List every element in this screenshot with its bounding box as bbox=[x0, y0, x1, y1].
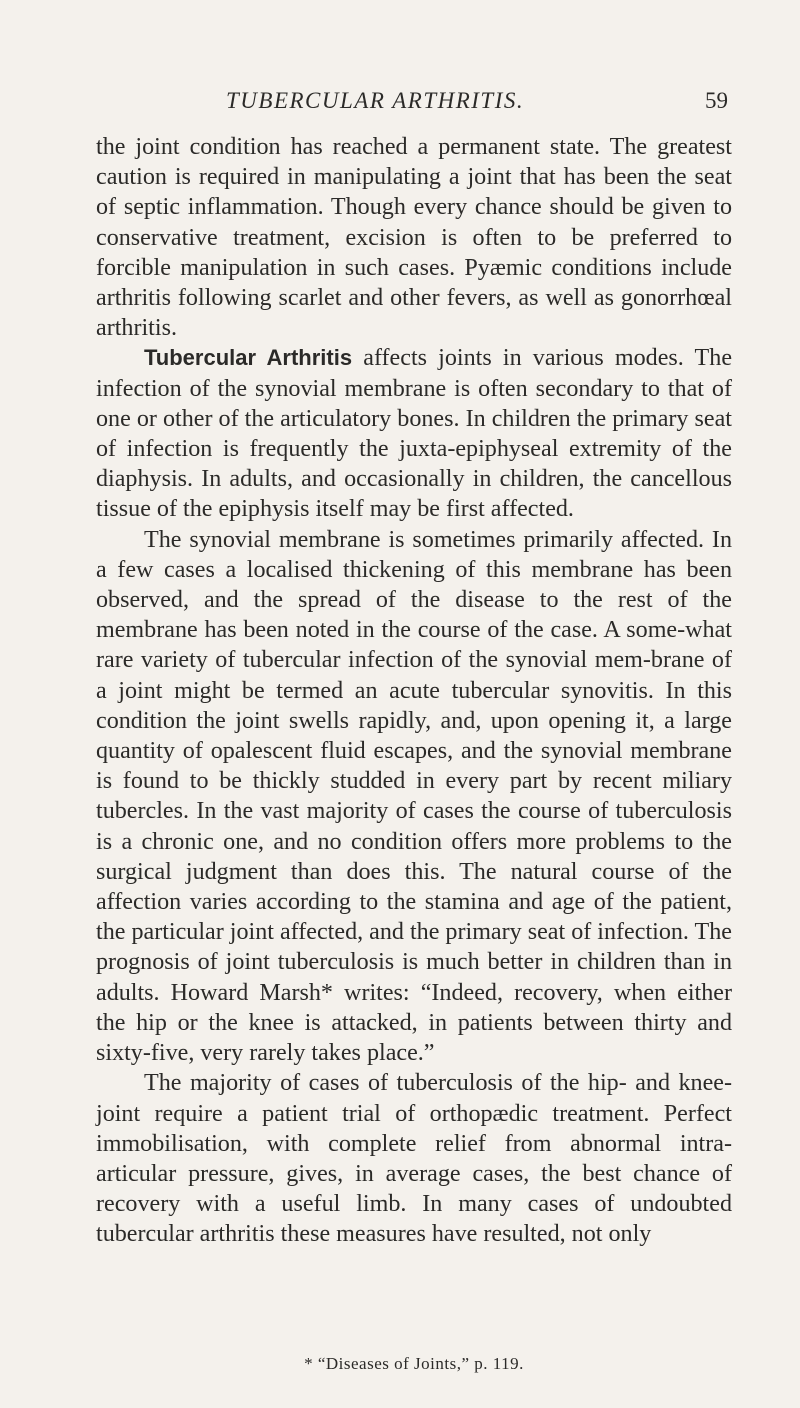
paragraph-synovial-membrane bbox=[96, 525, 732, 1069]
paragraph-treatment: The majority of cases of tuberculosis of the hip- and knee-joint require a patient trial of orthopædic treatment. Perfect immobilisation, with complete relief from abnormal intra-articular pressure, gives, in average cases, the best chance of recovery with a useful limb. In many cases of undoubted tubercular arthritis these measures have resulted, not only bbox=[96, 1070, 732, 1248]
paragraph-text: affects joints in various modes. The infection of the synovial membrane is often secondary to that of one or other of the articulatory bones. In children the primary seat of infection is frequently the juxta-epiphyseal extremity of the diaphysis. In adults, and occasionally in children, the cancellous tissue of the epiphysis itself may be first affected. bbox=[96, 345, 733, 523]
footnote-marker: * bbox=[320, 979, 333, 1006]
paragraph-tubercular-arthritis bbox=[96, 343, 732, 524]
paragraph-text: writes: “Indeed, recovery, when either the hip or the knee is attacked, in patients between thirty and sixty-five, very rarely takes place.” bbox=[96, 979, 732, 1067]
body-text bbox=[96, 132, 732, 1250]
section-term: Tubercular Arthritis bbox=[144, 345, 353, 371]
paragraph-septic-joints: the joint condition has reached a permanent state. The greatest caution is required in manipulating a joint that has been the seat of septic inflammation. Though every chance should be given to conservative treatment, excision is often to be preferred to forcible manipulation in such cases. Pyæmic conditions include arthritis following scarlet and other fevers, as well as gonorrhœal arthritis. bbox=[96, 134, 732, 342]
running-title: TUBERCULAR ARTHRITIS. bbox=[226, 88, 525, 113]
running-head bbox=[96, 88, 728, 118]
footnote: * “Diseases of Joints,” p. 119. bbox=[304, 1354, 524, 1373]
paragraph-text: The synovial membrane is sometimes primarily affected. In a few cases a localised thickening of this membrane has been observed, and the spread of the disease to the rest of the membrane has been noted in the course of the case. A some-what rare variety of tubercular infection of the synovial mem-brane of a joint might be termed an acute tubercular synovitis. In this condition the joint swells rapidly, and, upon opening it, a large quantity of opalescent fluid escapes, and the synovial membrane is found to be thickly studded in every part by recent miliary tubercles. In the vast majority of cases the course of tuberculosis is a chronic one, and no condition offers more problems to the surgical judgment than does this. The natural course of the affection varies according to the stamina and age of the patient, the particular joint affected, and the primary seat of infection. The prognosis of joint tuberculosis is much better in children than in adults. Howard Marsh bbox=[96, 526, 733, 1006]
page-number: 59 bbox=[705, 88, 728, 113]
